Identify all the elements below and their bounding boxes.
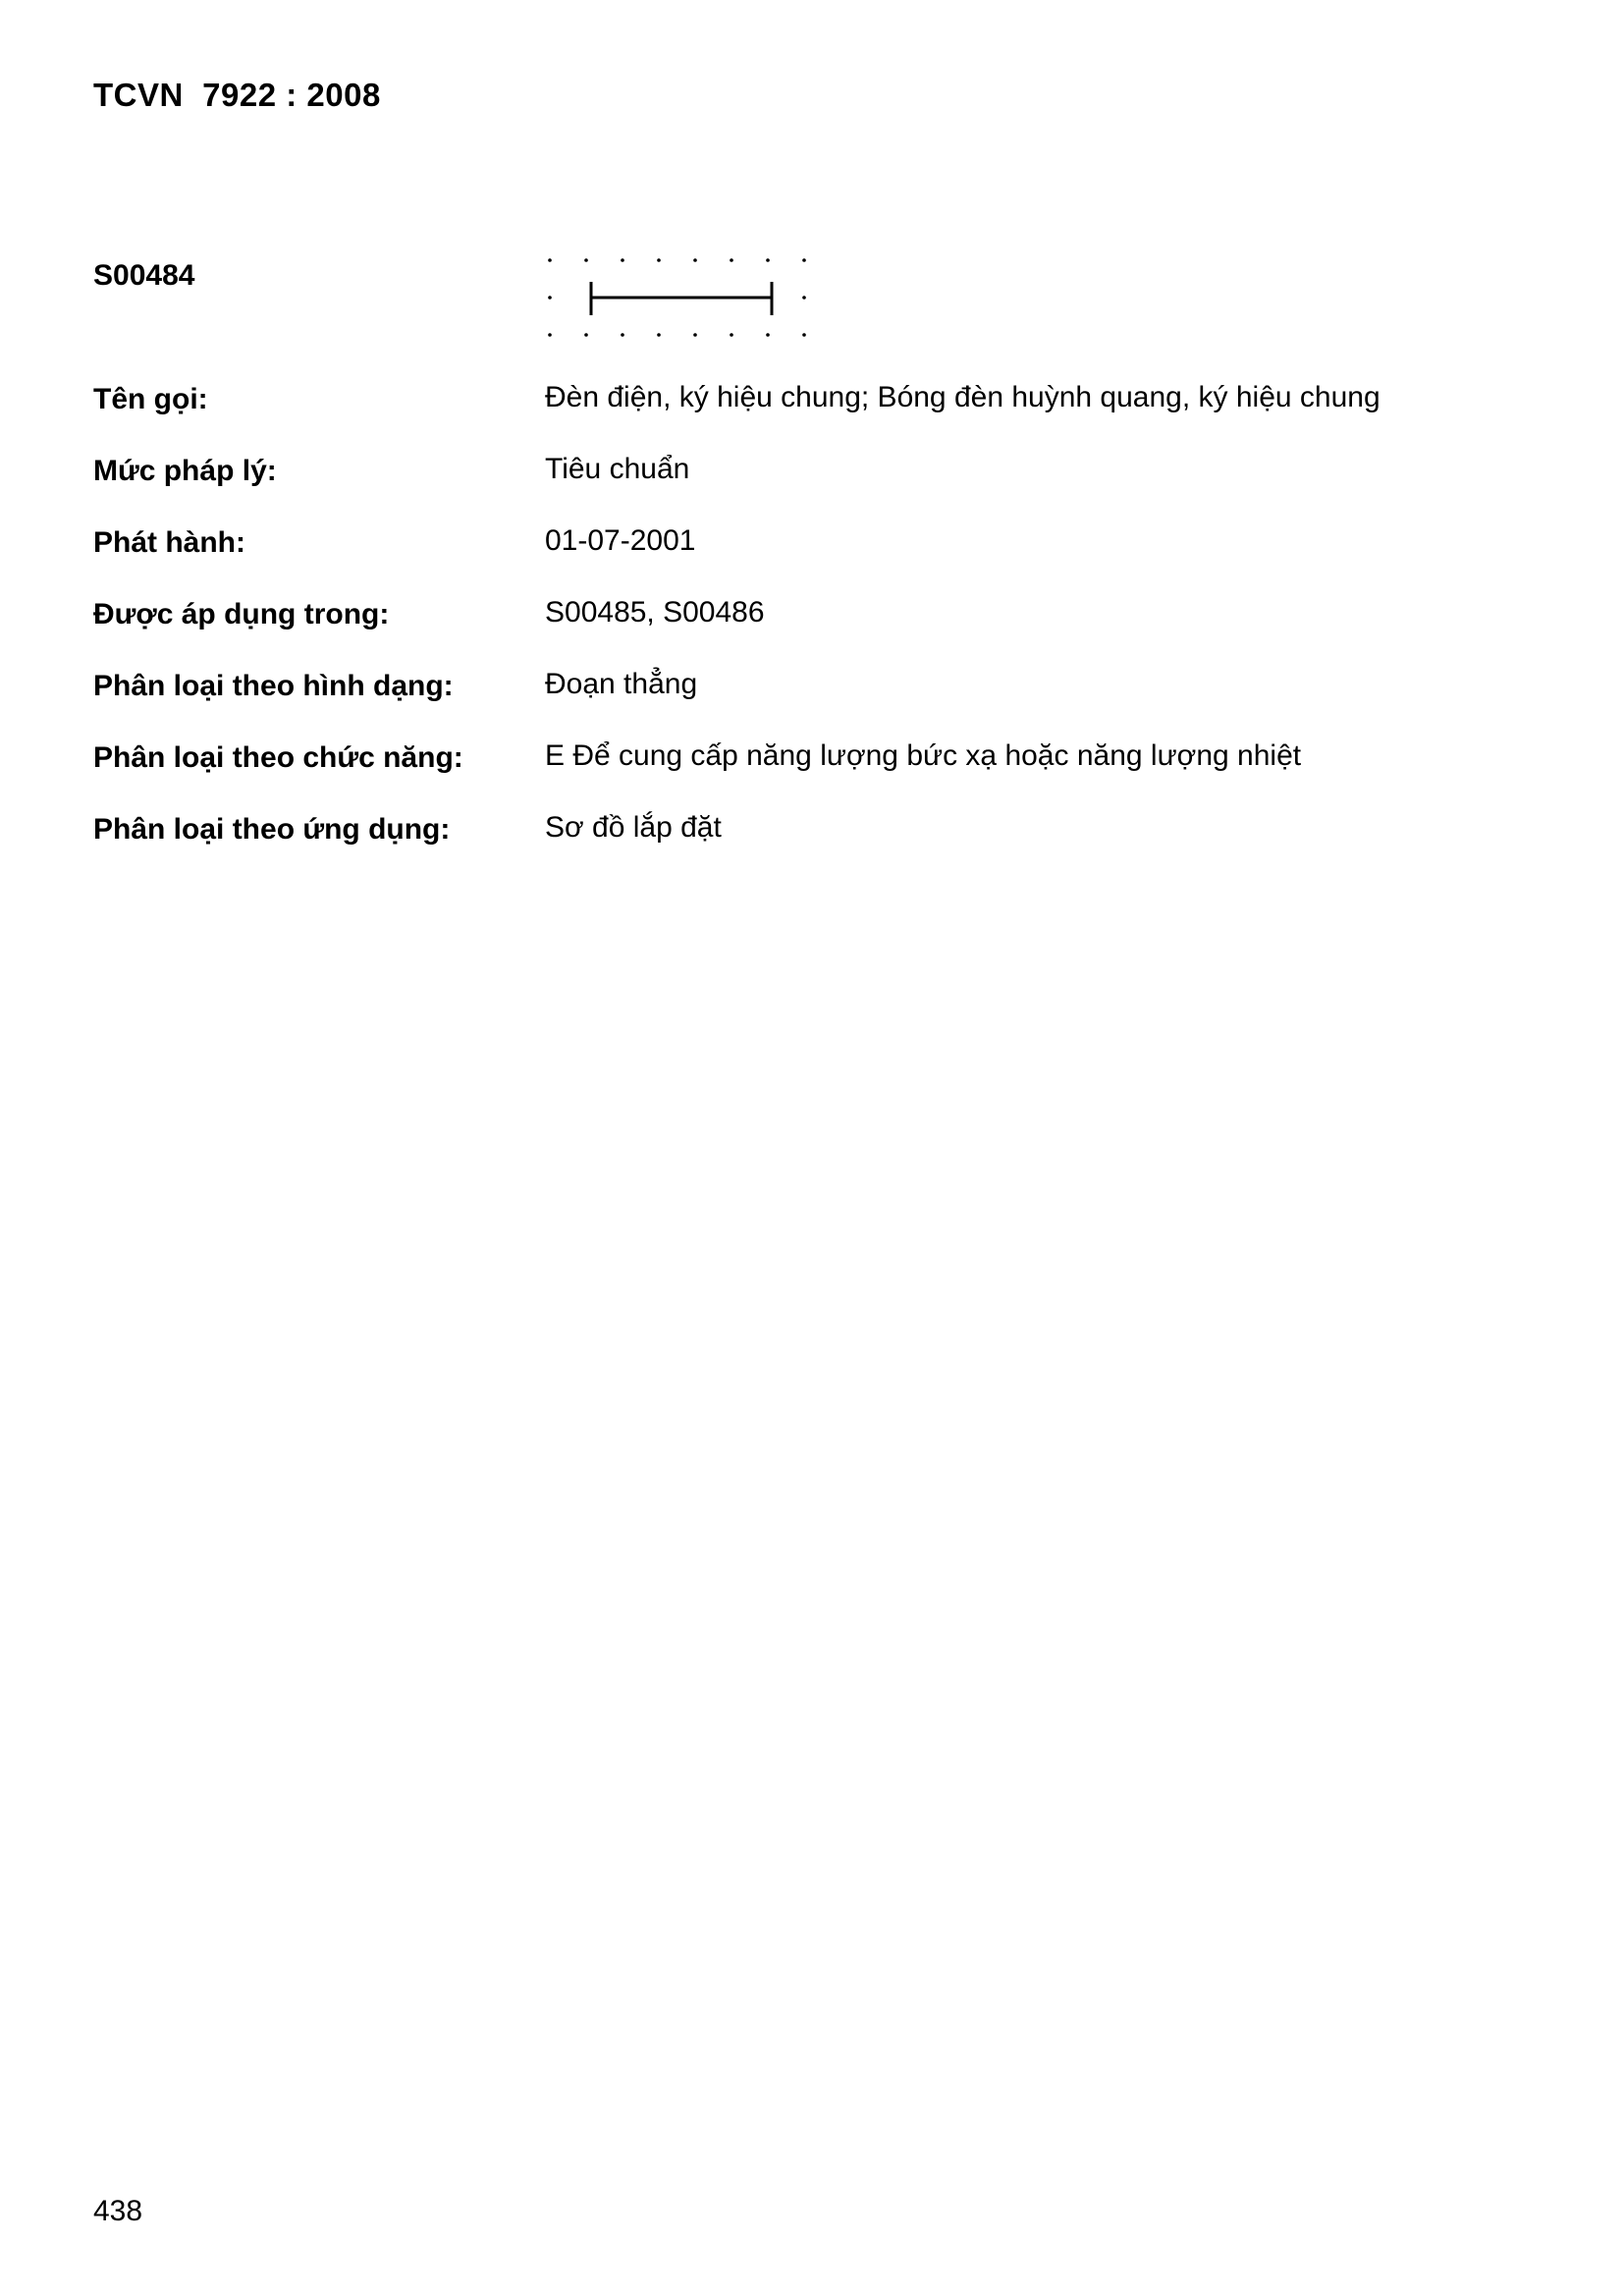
field-label-function-class: Phân loại theo chức năng: xyxy=(93,741,463,774)
symbol-code: S00484 xyxy=(93,259,195,292)
page-number: 438 xyxy=(93,2195,143,2227)
page-header-standard: TCVN 7922 : 2008 xyxy=(93,77,381,113)
line-segment-with-end-bars-icon xyxy=(540,250,825,349)
field-value-name: Đèn điện, ký hiệu chung; Bóng đèn huỳnh quang, ký hiệu chung xyxy=(545,381,1380,413)
field-value-shape-class: Đoạn thẳng xyxy=(545,668,698,700)
field-value-legal-level: Tiêu chuẩn xyxy=(545,453,690,485)
field-value-function-class: E Để cung cấp năng lượng bức xạ hoặc năng lượng nhiệt xyxy=(545,739,1302,772)
field-label-application-class: Phân loại theo ứng dụng: xyxy=(93,813,451,846)
field-label-name: Tên gọi: xyxy=(93,383,208,415)
field-label-legal-level: Mức pháp lý: xyxy=(93,455,277,487)
field-label-applied-in: Được áp dụng trong: xyxy=(93,598,390,630)
field-value-issued: 01-07-2001 xyxy=(545,524,696,557)
field-label-shape-class: Phân loại theo hình dạng: xyxy=(93,670,454,702)
lamp-symbol xyxy=(591,282,772,315)
field-label-issued: Phát hành: xyxy=(93,526,245,559)
field-value-applied-in: S00485, S00486 xyxy=(545,596,765,629)
field-value-application-class: Sơ đồ lắp đặt xyxy=(545,811,722,844)
